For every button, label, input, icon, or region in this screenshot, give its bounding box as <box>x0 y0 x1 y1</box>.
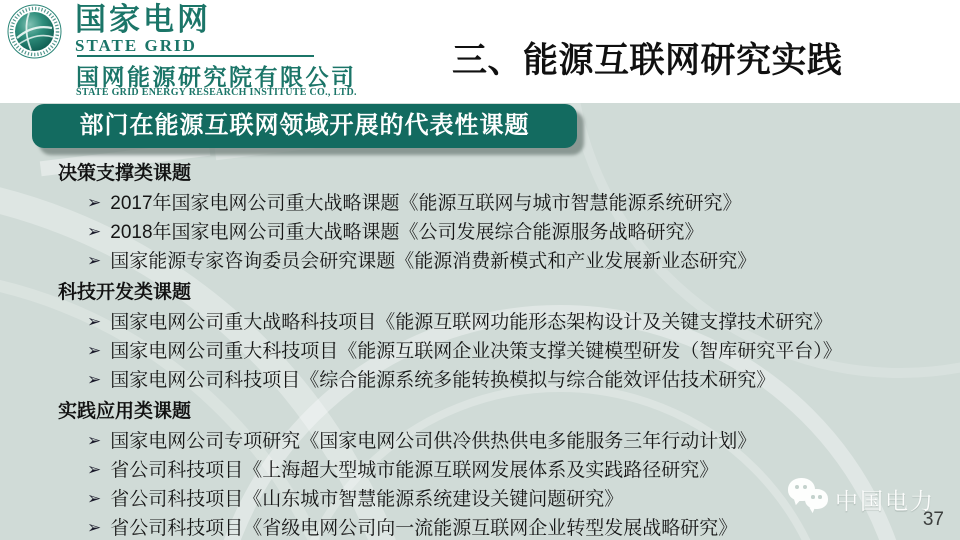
logo-divider <box>77 55 314 57</box>
topic-list <box>50 189 940 276</box>
topic-text: 国家电网公司科技项目《综合能源系统多能转换模拟与综合能效评估技术研究》 <box>110 370 776 391</box>
topic-item <box>50 427 940 456</box>
bullet-arrow-icon: ➢ <box>87 431 102 450</box>
topic-text: 国家能源专家咨询委员会研究课题《能源消费新模式和产业发展新业态研究》 <box>110 251 757 272</box>
topic-text: 国家电网公司重大科技项目《能源互联网企业决策支撑关键模型研发（智库研究平台）》 <box>110 341 842 362</box>
topic-list <box>50 308 940 395</box>
bullet-arrow-icon: ➢ <box>87 251 102 270</box>
section-banner: 部门在能源互联网领域开展的代表性课题 <box>32 104 577 148</box>
org-name-cn: 国网能源研究院有限公司 <box>76 64 357 90</box>
topic-text: 2018年国家电网公司重大战略课题《公司发展综合能源服务战略研究》 <box>110 222 704 243</box>
topic-item <box>50 218 940 247</box>
topic-item <box>50 308 940 337</box>
bullet-arrow-icon: ➢ <box>87 312 102 331</box>
topic-text: 国家电网公司重大战略科技项目《能源互联网功能形态架构设计及关键支撑技术研究》 <box>110 312 833 333</box>
page-number: 37 <box>922 509 944 530</box>
bullet-arrow-icon: ➢ <box>87 341 102 360</box>
wechat-icon <box>786 478 830 516</box>
bullet-arrow-icon: ➢ <box>87 460 102 479</box>
topic-item <box>50 247 940 276</box>
topic-text: 国家电网公司专项研究《国家电网公司供冷供热供电多能服务三年行动计划》 <box>110 431 757 452</box>
header <box>0 0 960 103</box>
topic-item <box>50 337 940 366</box>
bullet-arrow-icon: ➢ <box>87 222 102 241</box>
bullet-arrow-icon: ➢ <box>87 370 102 389</box>
logo-cn-name: 国家电网 <box>75 2 211 37</box>
bullet-arrow-icon: ➢ <box>87 518 102 537</box>
logo-en-name: STATE GRID <box>75 36 197 55</box>
org-name-en: STATE GRID ENERGY RESEARCH INSTITUTE CO., LTD. <box>76 87 357 98</box>
section-title: 科技开发类课题 <box>58 282 192 303</box>
section-tech-development <box>50 280 940 395</box>
brand-name: 中国电力 <box>835 488 935 514</box>
logo-text-block <box>75 4 211 55</box>
section-title: 实践应用类课题 <box>58 401 192 422</box>
topic-text: 省公司科技项目《省级电网公司向一流能源互联网企业转型发展战略研究》 <box>110 518 738 539</box>
topic-text: 2017年国家电网公司重大战略课题《能源互联网与城市智慧能源系统研究》 <box>110 193 742 214</box>
state-grid-globe-logo-icon <box>7 4 62 59</box>
bullet-arrow-icon: ➢ <box>87 193 102 212</box>
bullet-arrow-icon: ➢ <box>87 489 102 508</box>
topic-text: 省公司科技项目《山东城市智慧能源系统建设关键问题研究》 <box>110 489 624 510</box>
topic-item <box>50 189 940 218</box>
section-decision-support <box>50 161 940 276</box>
wechat-small-bubble <box>805 489 828 509</box>
section-title: 决策支撑类课题 <box>58 163 192 184</box>
topic-text: 省公司科技项目《上海超大型城市能源互联网发展体系及实践路径研究》 <box>110 460 719 481</box>
topic-item <box>50 366 940 395</box>
slide-title: 三、能源互联网研究实践 <box>452 41 843 80</box>
